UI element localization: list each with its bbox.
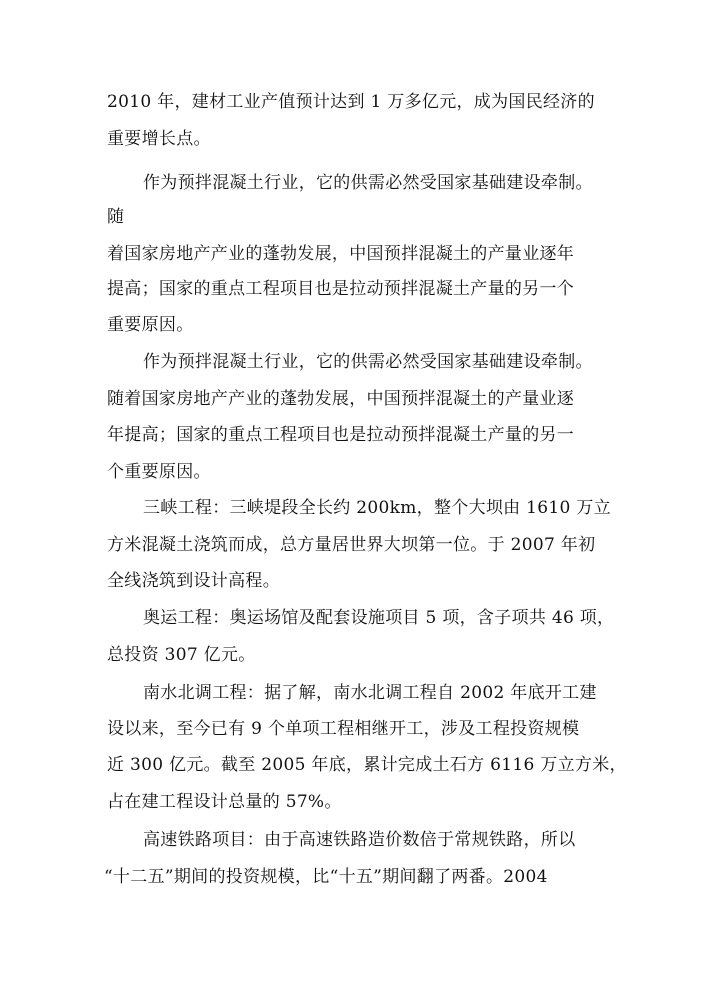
text-line-11: 个重要原因。 xyxy=(107,462,211,482)
text-line-5: 着国家房地产产业的蓬勃发展，中国预拌混凝土的产量业逐年 xyxy=(107,244,575,264)
text-line-12: 三峡工程：三峡堤段全长约 200km，整个大坝由 1610 万立 xyxy=(143,498,611,518)
text-line-4: 随 xyxy=(107,207,125,227)
text-line-3: 作为预拌混凝土行业，它的供需必然受国家基础建设牵制。 xyxy=(143,173,593,193)
text-line-1: 2010 年，建材工业产值预计达到 1 万多亿元，成为国民经济的 xyxy=(107,92,595,112)
text-line-10: 年提高；国家的重点工程项目也是拉动预拌混凝土产量的另一 xyxy=(107,425,575,445)
text-line-18: 设以来，至今已有 9 个单项工程相继开工，涉及工程投资规模 xyxy=(107,719,580,739)
text-line-2: 重要增长点。 xyxy=(107,129,211,149)
text-line-16: 总投资 307 亿元。 xyxy=(107,645,256,665)
text-line-14: 全线浇筑到设计高程。 xyxy=(107,571,280,591)
text-line-9: 随着国家房地产产业的蓬勃发展，中国预拌混凝土的产量业逐 xyxy=(107,389,575,409)
text-line-19: 近 300 亿元。截至 2005 年底，累计完成土石方 6116 万立方米， xyxy=(107,755,627,775)
text-line-15: 奥运工程：奥运场馆及配套设施项目 5 项，含子项共 46 项， xyxy=(143,608,615,628)
text-line-17: 南水北调工程：据了解，南水北调工程自 2002 年底开工建 xyxy=(143,683,597,703)
text-line-8: 作为预拌混凝土行业，它的供需必然受国家基础建设牵制。 xyxy=(143,352,593,372)
text-line-7: 重要原因。 xyxy=(107,315,194,335)
text-line-6: 提高；国家的重点工程项目也是拉动预拌混凝土产量的另一个 xyxy=(107,279,575,299)
text-line-21: 高速铁路项目：由于高速铁路造价数倍于常规铁路，所以 xyxy=(143,830,576,850)
text-line-22: “十二五”期间的投资规模，比“十五”期间翻了两番。2004 xyxy=(104,867,548,887)
text-line-20: 占在建工程设计总量的 57%。 xyxy=(107,792,342,812)
text-line-13: 方米混凝土浇筑而成，总方量居世界大坝第一位。于 2007 年初 xyxy=(107,535,596,555)
